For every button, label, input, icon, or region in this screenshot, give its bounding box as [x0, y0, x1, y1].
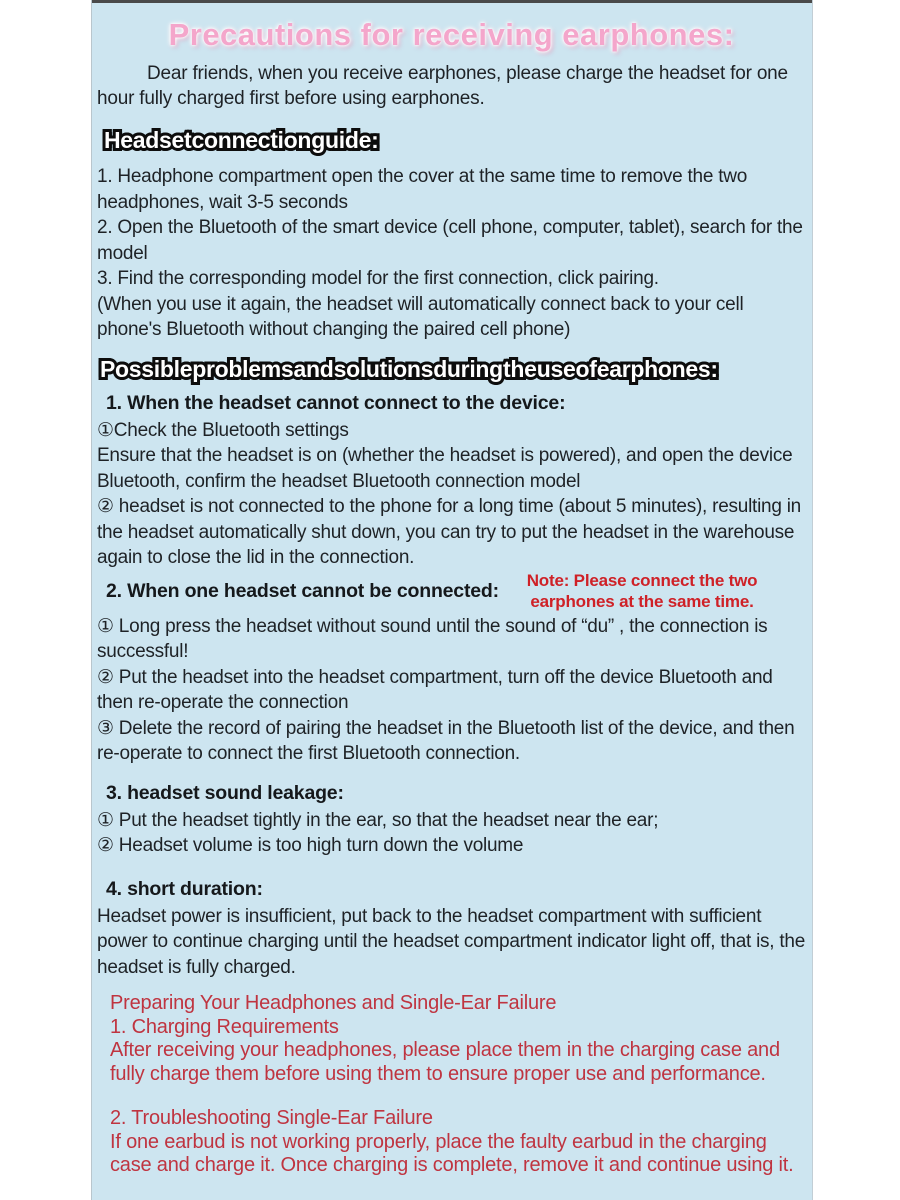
problem-1-line-2: Ensure that the headset is on (whether the headset is powered), and open the device Bluetooth, confirm the headset Bluetooth connection model — [97, 445, 793, 492]
charging-requirements-title: 1. Charging Requirements — [110, 1015, 339, 1038]
problems-heading: Possible problems and solutions during the use of earphones: — [100, 355, 718, 382]
problem-1-line-3: ② headset is not connected to the phone for a long time (about 5 minutes), resulting in the headset automatically shut down, you can try to put the headset in the warehouse again to close the lid in the connection. — [97, 496, 801, 568]
problem-3-line-1: ① Put the headset tightly in the ear, so that the headset near the ear; — [97, 809, 659, 831]
problem-3-line-2: ② Headset volume is too high turn down the volume — [97, 835, 524, 856]
problem-section-2 — [97, 570, 806, 767]
guide-step-3-note: (When you use it again, the headset will automatically connect back to your cell phone's Bluetooth without changing the paired cell phone) — [97, 293, 744, 340]
preparing-headphones-block — [97, 992, 806, 1178]
guide-step-2: 2. Open the Bluetooth of the smart device (cell phone, computer, tablet), search for the model — [97, 217, 803, 264]
problem-section-4 — [97, 877, 806, 981]
instruction-sheet — [92, 0, 812, 1200]
charging-requirements-body: After receiving your headphones, please place them in the charging case and fully charge them before using them to ensure proper use and performance. — [110, 1039, 780, 1085]
problem-1-line-1: ①Check the Bluetooth settings — [97, 419, 349, 441]
problem-2-title: 2. When one headset cannot be connected: — [106, 579, 499, 602]
problem-section-3 — [97, 781, 806, 859]
problem-1-title: 1. When the headset cannot connect to the device: — [106, 391, 566, 414]
connection-guide-steps — [97, 164, 806, 343]
problem-4-body: Headset power is insufficient, put back to the headset compartment with sufficient power to continue charging until the headset compartment indicator light off, that is, the headset is fully charged. — [97, 905, 806, 978]
problem-2-title-row — [97, 570, 806, 612]
connection-guide-heading: Headset connection guide: — [104, 127, 379, 153]
guide-step-3: 3. Find the corresponding model for the first connection, click pairing. — [97, 268, 659, 289]
problem-2-line-3: ③ Delete the record of pairing the headset in the Bluetooth list of the device, and then re-operate to connect the first Bluetooth connection. — [97, 717, 795, 764]
preparing-heading: Preparing Your Headphones and Single-Ear Failure — [110, 992, 557, 1014]
connect-both-note: Note: Please connect the two earphones at the same time. — [526, 570, 758, 611]
problem-section-1 — [97, 391, 806, 571]
problem-2-line-2: ② Put the headset into the headset compartment, turn off the device Bluetooth and then re-operate the connection — [97, 666, 773, 713]
guide-step-1: 1. Headphone compartment open the cover at the same time to remove the two headphones, wait 3-5 seconds — [97, 166, 748, 213]
problem-4-title: 4. short duration: — [106, 877, 263, 900]
troubleshooting-body: If one earbud is not working properly, place the faulty earbud in the charging case and charge it. Once charging is complete, remove it and continue using it. — [110, 1130, 794, 1176]
intro-paragraph: Dear friends, when you receive earphones, please charge the headset for one hour fully charged first before using earphones. — [97, 63, 788, 109]
problem-2-line-1: ① Long press the headset without sound until the sound of “du” , the connection is successful! — [97, 615, 768, 662]
problem-3-title: 3. headset sound leakage: — [106, 781, 344, 804]
troubleshooting-title: 2. Troubleshooting Single-Ear Failure — [110, 1107, 433, 1129]
page-title: Precautions for receiving earphones: — [168, 17, 735, 52]
